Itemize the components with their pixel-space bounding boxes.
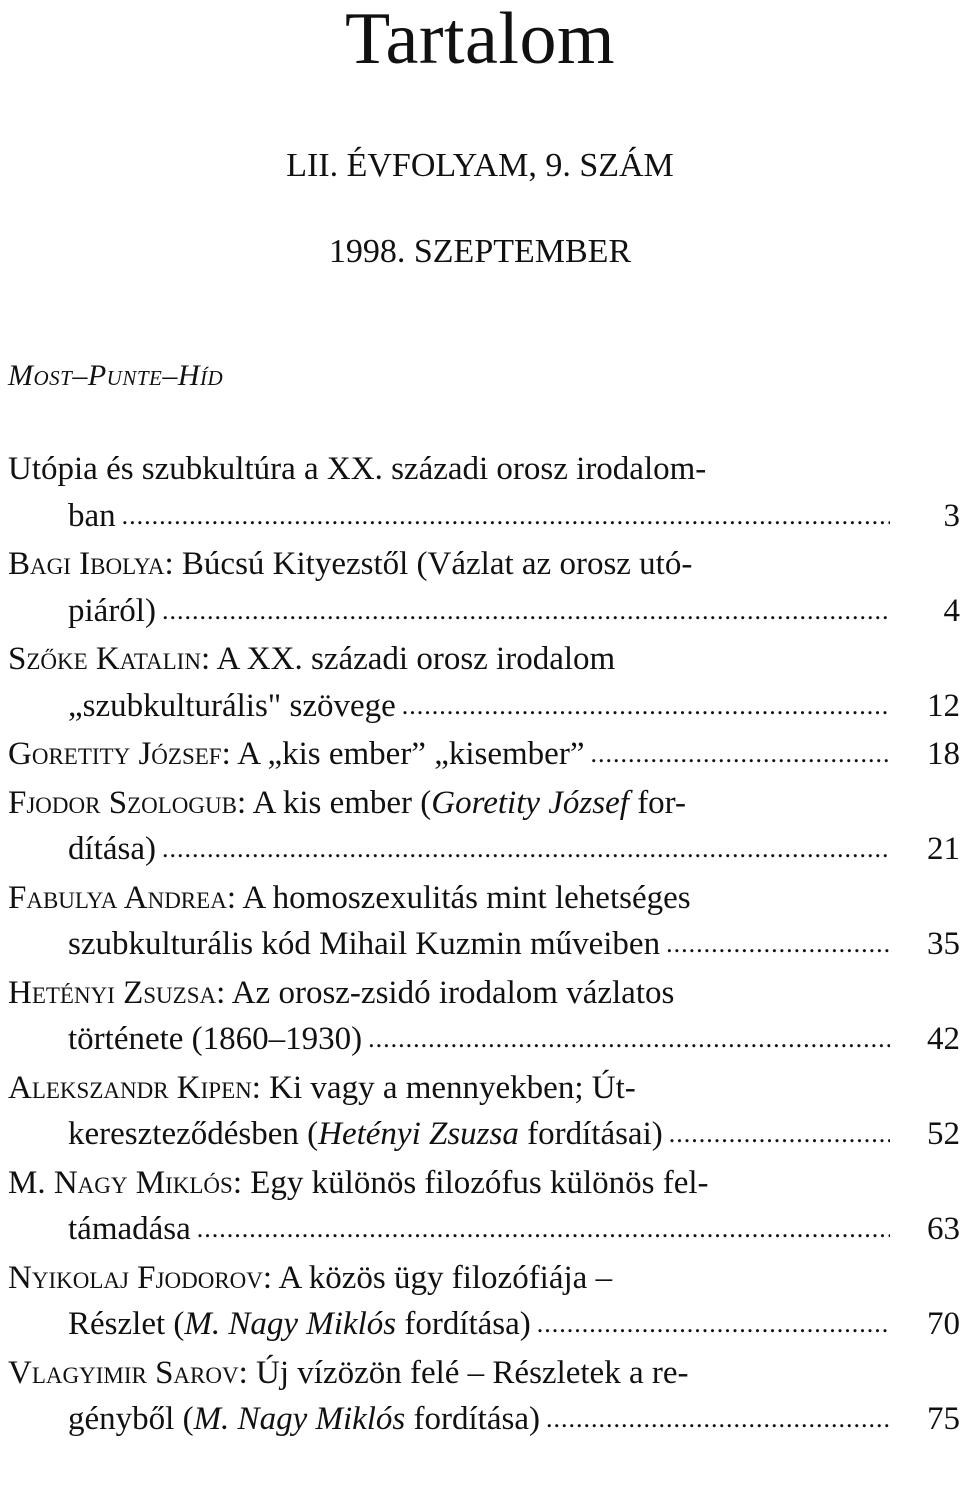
toc-entry-goretity[interactable] <box>0 731 960 780</box>
toc-entry-szoke[interactable] <box>0 636 960 731</box>
page-number: 21 <box>927 831 960 867</box>
section-heading: Most–Punte–Híd <box>8 359 224 392</box>
dot-leader <box>537 1299 890 1348</box>
entry-line <box>0 731 960 780</box>
dot-leader <box>122 491 890 540</box>
entry-title-line: támadása <box>68 1211 191 1247</box>
entry-line <box>0 970 880 1017</box>
entry-line <box>0 683 960 732</box>
dot-leader <box>669 1109 890 1158</box>
entry-title: fordítása) <box>405 1401 540 1437</box>
table-of-contents <box>0 446 960 1445</box>
entry-line <box>0 1301 960 1350</box>
page-number: 35 <box>927 926 960 962</box>
entry-title: kereszteződésben ( <box>68 1116 319 1152</box>
toc-entry-fabulya[interactable] <box>0 875 960 970</box>
entry-title: : Új vízözön felé – Részletek a re- <box>238 1354 689 1391</box>
entry-title: : A közös ügy filozófiája – <box>262 1259 613 1296</box>
page-number: 75 <box>927 1401 960 1437</box>
entry-title: : A „kis ember” „kisember” <box>221 736 585 772</box>
entry-title: : Az orosz-zsidó irodalom vázlatos <box>216 974 675 1011</box>
page-number: 70 <box>927 1306 960 1342</box>
issue-date: 1998. SZEPTEMBER <box>328 233 632 270</box>
toc-entry-nagy[interactable] <box>0 1160 960 1255</box>
entry-line <box>0 1206 960 1255</box>
entry-author: Vlagyimir Sarov <box>8 1354 239 1391</box>
page-number: 63 <box>927 1211 960 1247</box>
entry-title: for- <box>628 784 686 821</box>
dot-leader <box>162 586 890 635</box>
entry-title-line: története (1860–1930) <box>68 1021 363 1057</box>
entry-title-line: szubkulturális kód Mihail Kuzmin műveiben <box>68 926 661 962</box>
entry-line <box>0 1350 880 1397</box>
page-number: 42 <box>927 1021 960 1057</box>
entry-author: Alekszandr Kipen <box>8 1069 252 1106</box>
entry-title: Részlet ( <box>68 1306 185 1342</box>
entry-title: : Búcsú Kityezstől (Vázlat az orosz utó- <box>164 546 693 582</box>
entry-author: Fabulya Andrea <box>8 879 227 916</box>
entry-author: Fjodor Szologub <box>8 784 237 821</box>
entry-title-line: dítása) <box>68 831 156 867</box>
entry-line <box>0 921 960 970</box>
dot-leader <box>666 919 890 968</box>
entry-line <box>0 826 960 875</box>
entry-line <box>0 1396 960 1445</box>
toc-entry-bagi[interactable] <box>0 541 960 636</box>
entry-line <box>0 1111 960 1160</box>
page-number: 3 <box>943 497 960 534</box>
entry-translator: Goretity József <box>431 784 629 821</box>
dot-leader <box>368 1014 890 1063</box>
entry-title: gényből ( <box>68 1401 194 1437</box>
toc-entry-sarov[interactable] <box>0 1350 960 1445</box>
page-number: 18 <box>927 736 960 772</box>
toc-entry-kipen[interactable] <box>0 1065 960 1160</box>
entry-line <box>0 780 880 827</box>
entry-line <box>0 875 880 922</box>
entry-title-line: „szubkulturális" szövege <box>68 687 396 724</box>
page-title: Tartalom <box>344 0 616 80</box>
entry-author: Nyikolaj Fjodorov <box>8 1259 263 1296</box>
entry-line <box>0 1016 960 1065</box>
entry-translator: M. Nagy Miklós <box>184 1306 397 1342</box>
entry-title-line: ban <box>68 497 116 534</box>
entry-author: M. Nagy Miklós <box>8 1164 233 1201</box>
dot-leader <box>162 824 890 873</box>
entry-title: fordításai) <box>518 1116 663 1152</box>
entry-title-line: piáról) <box>68 592 156 629</box>
entry-line <box>0 446 880 493</box>
issue-volume: LII. ÉVFOLYAM, 9. SZÁM <box>286 147 674 184</box>
dot-leader <box>546 1394 890 1443</box>
entry-line <box>0 1255 880 1302</box>
toc-entry-szologub[interactable] <box>0 780 960 875</box>
entry-line <box>0 636 880 683</box>
page-number: 52 <box>927 1116 960 1152</box>
entry-line <box>0 493 960 542</box>
entry-line <box>0 588 960 637</box>
toc-entry-fjodorov[interactable] <box>0 1255 960 1350</box>
toc-entry-utopia[interactable] <box>0 446 960 541</box>
entry-author: Goretity József <box>8 736 222 772</box>
entry-title: : Ki vagy a mennyekben; Út- <box>251 1069 636 1106</box>
entry-author: Hetényi Zsuzsa <box>8 974 217 1011</box>
entry-title-line: Utópia és szubkultúra a XX. századi orosz irodalom- <box>8 451 707 487</box>
toc-entry-hetenyi[interactable] <box>0 970 960 1065</box>
entry-title: : A XX. századi orosz irodalom <box>200 641 616 677</box>
entry-line <box>0 1065 880 1112</box>
entry-title: : A kis ember ( <box>236 784 432 821</box>
page-number: 4 <box>943 592 960 629</box>
dot-leader <box>197 1204 890 1253</box>
page-number: 12 <box>927 687 960 724</box>
dot-leader <box>590 729 890 778</box>
entry-title: : Egy különös filozófus különös fel- <box>232 1164 709 1201</box>
entry-translator: Hetényi Zsuzsa <box>318 1116 519 1152</box>
entry-title: : A homoszexulitás mint lehetséges <box>226 879 691 916</box>
dot-leader <box>402 681 890 730</box>
entry-title: fordítása) <box>396 1306 531 1342</box>
entry-line <box>0 541 880 588</box>
entry-author: Bagi Ibolya <box>8 546 165 582</box>
entry-translator: M. Nagy Miklós <box>193 1401 406 1437</box>
entry-author: Szőke Katalin <box>8 641 201 677</box>
entry-line <box>0 1160 880 1207</box>
